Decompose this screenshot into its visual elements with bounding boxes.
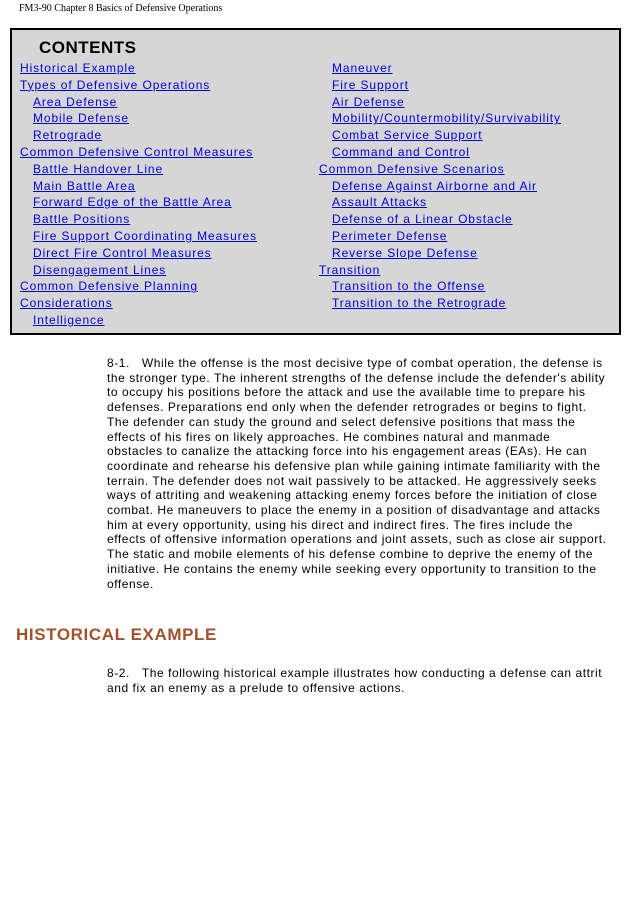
paragraph-number: 8-2. [107,666,130,680]
toc-link[interactable]: Combat Service Support [332,128,483,143]
toc-link[interactable]: Disengagement Lines [33,262,167,277]
toc-link[interactable]: Defense of a Linear Obstacle [332,212,513,227]
running-header: FM3-90 Chapter 8 Basics of Defensive Operations [19,3,223,14]
toc-link[interactable]: Reverse Slope Defense [332,245,478,260]
toc-link[interactable]: Battle Handover Line [33,161,164,176]
toc-link[interactable]: Direct Fire Control Measures [33,245,212,260]
paragraph-8-2 [107,666,607,695]
toc-link[interactable]: Intelligence [33,312,105,327]
toc-link[interactable]: Common Defensive Planning [20,279,198,294]
toc-right-column [319,60,619,312]
toc-link[interactable]: Considerations [20,296,113,311]
toc-link[interactable]: Transition [319,262,381,277]
contents-box [10,28,621,335]
toc-link[interactable]: Common Defensive Scenarios [319,161,505,176]
toc-link[interactable]: Fire Support [332,77,409,92]
toc-link[interactable]: Maneuver [332,61,393,75]
toc-link[interactable]: Main Battle Area [33,178,136,193]
toc-link[interactable]: Mobile Defense [33,111,129,126]
paragraph-text: The following historical example illustrates how conducting a defense can attrit and fix an enemy as a prelude to offensive actions. [107,666,603,695]
toc-link[interactable]: Forward Edge of the Battle Area [33,195,232,210]
toc-link[interactable]: Battle Positions [33,212,131,227]
contents-title: CONTENTS [39,38,137,57]
toc-link[interactable]: Types of Defensive Operations [20,77,211,92]
toc-link[interactable]: Transition to the Retrograde [332,296,507,311]
toc-link[interactable]: Air Defense [332,94,405,109]
toc-link[interactable]: Fire Support Coordinating Measures [33,228,258,243]
toc-link[interactable]: Command and Control [332,144,470,159]
toc-link[interactable]: Historical Example [20,61,136,75]
section-heading-historical-example: HISTORICAL EXAMPLE [16,625,217,644]
toc-link[interactable]: Area Defense [33,94,118,109]
toc-link[interactable]: Perimeter Defense [332,228,448,243]
toc-link[interactable]: Assault Attacks [332,195,427,210]
toc-link[interactable]: Transition to the Offense [332,279,486,294]
toc-link[interactable]: Defense Against Airborne and Air [332,178,537,193]
paragraph-text: While the offense is the most decisive type of combat operation, the defense is the stronger type. The inherent strengths of the defense include the defender's ability to occupy his positions before the attack and use the available time to prepare his defenses. Preparations end only when the defender retrogrades or begins to fight. The defender can study the ground and select defensive positions that mass the effects of his fires on likely approaches. He combines natural and manmade obstacles to canalize the attacking force into his engagement areas (EAs). He can coordinate and rehearse his defensive plan while gaining intimate familiarity with the terrain. The defender does not wait passively to be attacked. He aggressively seeks ways of attriting and weakening attacking enemy forces before the initiation of close combat. He maneuvers to place the enemy in a position of disadvantage and attacks him at every opportunity, using his direct and indirect fires. The fires include the effects of offensive information operations and joint assets, such as close air support. The static and mobile elements of his defense combine to deprive the enemy of the initiative. He contains the enemy while seeking every opportunity to transition to the offense. [107,356,607,591]
toc-link[interactable]: Retrograde [33,128,103,143]
toc-left-column [20,60,320,329]
paragraph-8-1 [107,356,607,591]
paragraph-number: 8-1. [107,356,130,370]
toc-link[interactable]: Common Defensive Control Measures [20,144,254,159]
toc-link[interactable]: Mobility/Countermobility/Survivability [332,111,561,126]
